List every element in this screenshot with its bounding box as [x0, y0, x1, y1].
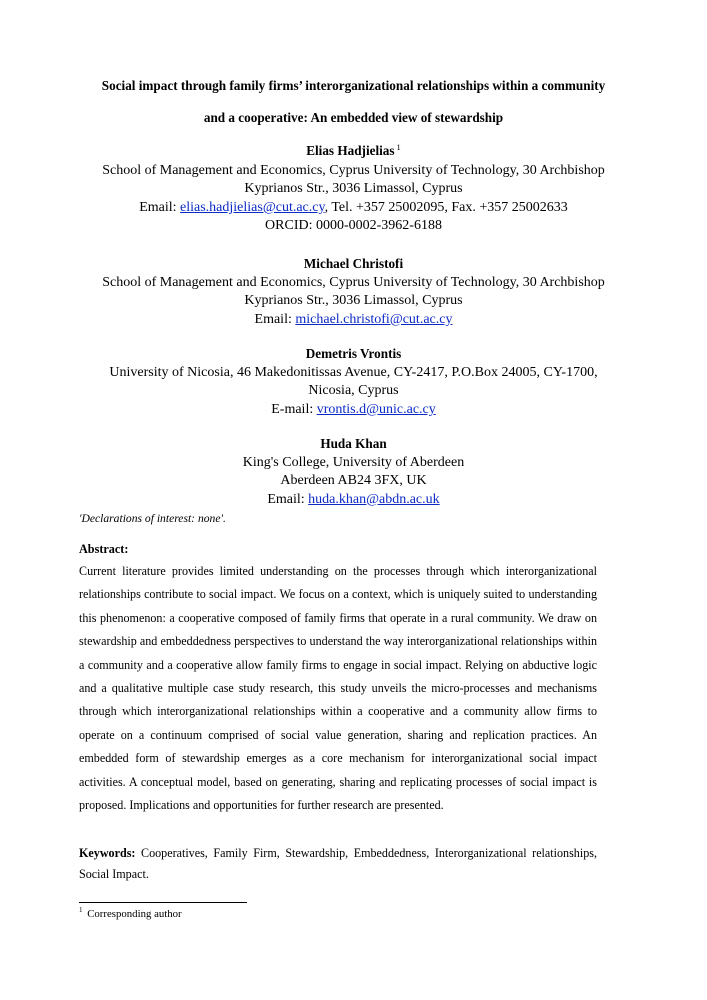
author-name: Michael Christofi — [303, 256, 404, 271]
email-prefix: Email: — [254, 311, 296, 327]
footnote-divider — [79, 902, 247, 903]
author-contact — [40, 491, 667, 510]
keywords-list: Cooperatives, Family Firm, Stewardship, Embeddedness, Interorganizational relationships, Social Impact. — [79, 846, 597, 881]
keywords-paragraph — [79, 843, 597, 884]
paper-title-line-1: Social impact through family firms’ interorganizational relationships within a community — [101, 78, 606, 93]
author-affiliation-line-1: King's College, University of Aberdeen — [242, 454, 465, 470]
email-prefix: Email: — [139, 199, 181, 215]
abstract-text: Current literature provides limited understanding on the processes through which interorganizational relationships contribute to social impact. We focus on a context, which is uniquely suited to understanding this phenomenon: a cooperative composed of family firms that operate in a rural community. We draw on stewardship and embeddedness perspectives to understand the way interorganizational relationships within a community and a cooperative allow family firms to engage in social impact. Relying on abductive logic and a qualitative multiple case study research, this study unveils the micro-processes and mechanisms through which interorganizational relationships within a cooperative and a community allow firms to operate on a continuum comprised of social value generation, sharing and replication practices. An embedded form of stewardship emerges as a core mechanism for interorganizational social impact activities. A conceptual model, based on generating, sharing and replicating processes of social impact is proposed. Implications and opportunities for further research are presented. — [79, 564, 597, 813]
author-block-2 — [40, 255, 667, 329]
contact-phone-fax: , Tel. +357 25002095, Fax. +357 25002633 — [324, 199, 568, 215]
author-orcid: ORCID: 0000-0002-3962-6188 — [265, 218, 442, 234]
author-block-4 — [40, 435, 667, 509]
author-contact — [40, 199, 667, 218]
author-block-1 — [40, 142, 667, 236]
footnote-text: Corresponding author — [84, 908, 182, 920]
author-affiliation-line-2: Aberdeen AB24 3FX, UK — [280, 473, 427, 489]
author-email-link[interactable]: huda.khan@abdn.ac.uk — [308, 491, 440, 507]
footnote-mark: 1 — [79, 906, 83, 915]
footnote-mark: 1 — [396, 141, 401, 152]
author-name: Huda Khan — [320, 436, 387, 451]
author-affiliation-line-2: Kyprianos Str., 3036 Limassol, Cyprus — [244, 181, 463, 197]
author-name: Demetris Vrontis — [305, 346, 402, 361]
author-affiliation-line-1: School of Management and Economics, Cyprus University of Technology, 30 Archbishop — [102, 162, 605, 178]
keywords-label: Keywords: — [79, 846, 136, 860]
author-email-link[interactable]: vrontis.d@unic.ac.cy — [316, 401, 436, 417]
author-block-3 — [40, 345, 667, 419]
email-prefix: Email: — [267, 491, 309, 507]
author-contact — [40, 311, 667, 330]
author-contact — [40, 401, 667, 420]
author-email-link[interactable]: michael.christofi@cut.ac.cy — [295, 311, 453, 327]
email-prefix: E-mail: — [271, 401, 317, 417]
author-affiliation-line-1: University of Nicosia, 46 Makedonitissas Avenue, CY-2417, P.O.Box 24005, CY-1700, — [109, 364, 598, 380]
abstract-heading: Abstract: — [79, 542, 129, 556]
footnote — [79, 908, 182, 920]
author-email-link[interactable]: elias.hadjielias@cut.ac.cy — [180, 199, 325, 215]
author-name — [40, 142, 667, 162]
author-name-text: Elias Hadjielias — [306, 143, 395, 158]
author-affiliation-line-2: Kyprianos Str., 3036 Limassol, Cyprus — [244, 293, 463, 309]
declaration-of-interest: 'Declarations of interest: none'. — [79, 512, 226, 525]
author-affiliation-line-2: Nicosia, Cyprus — [308, 383, 399, 399]
paper-title-line-2: and a cooperative: An embedded view of stewardship — [203, 110, 504, 125]
author-affiliation-line-1: School of Management and Economics, Cyprus University of Technology, 30 Archbishop — [102, 274, 605, 290]
